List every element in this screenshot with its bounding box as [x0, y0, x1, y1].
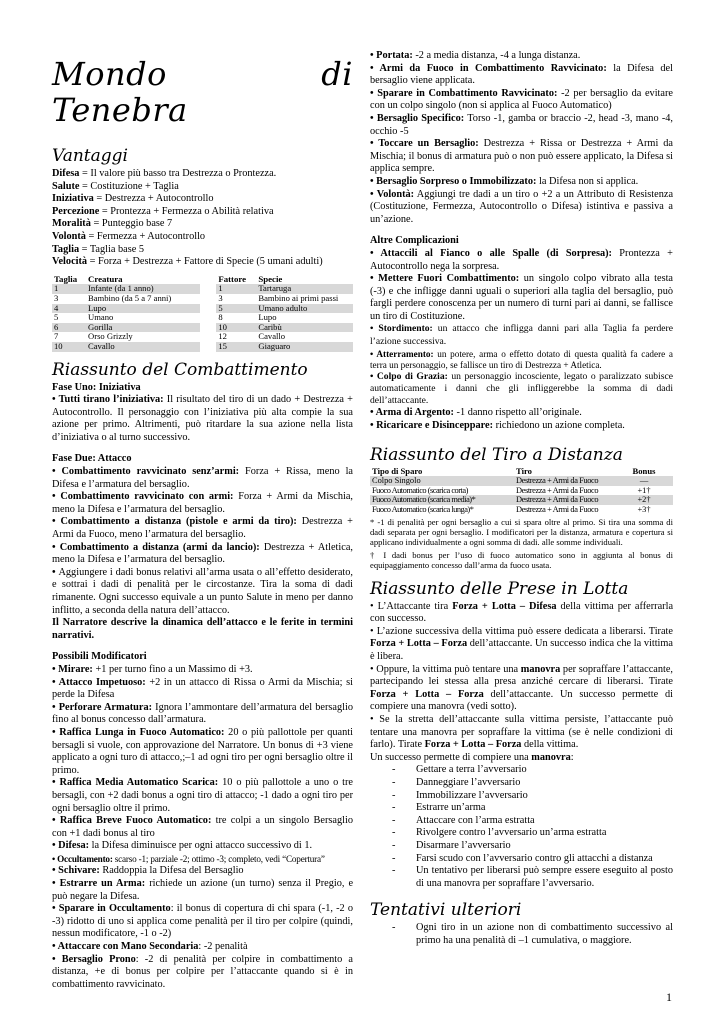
species-cell: 12 [218, 331, 227, 342]
species-cell: Bambino ai primi passi [258, 292, 339, 303]
complication-item: • Arma di Argento: -1 danno rispetto all’originale. [370, 407, 582, 419]
ranged-note: † I dadi bonus per l’uso di fuoco automatico sono in aggiunta al bonus di equipaggiamento concesso dall’arma da fuoco usata. [370, 549, 673, 571]
list-item: - Immobilizzare l’avversario [392, 790, 673, 803]
species-row [216, 342, 353, 352]
ranged-cell: Destrezza + Armi da Fuoco [516, 485, 599, 495]
ranged-cell: +1† [637, 485, 651, 495]
species-cell: 8 [218, 312, 223, 323]
species-row [216, 304, 353, 314]
species-cell: Tartaruga [256, 284, 353, 294]
tentativi-list [370, 922, 673, 947]
ranged-row [370, 486, 673, 496]
species-cell: Umano adulto [256, 304, 353, 314]
modifier-item: • Difesa: la Difesa diminuisce per ogni attacco successivo di 1. [52, 840, 313, 852]
modifier-item: • Sparare in Combattimento Ravvicinato: -2 per bersaglio da evitare con un colpo singolo (non si applica al Fuoco Automatico) [370, 87, 673, 112]
species-cell: Gorilla [86, 323, 200, 333]
modifier-item: • Raffica Lunga in Fuoco Automatico: 20 o più pallottole per quanti bersagli si vuole, con approvazione del Narratore. Un bonus di +3 viene applicato a ogni turo di attacco,;–1 ad ogni tiro per ogni bersaglio oltre il primo. [52, 726, 353, 776]
list-item: - Un tentativo per liberarsi può sempre essere eseguito al posto di una manovra per sopraffare l’avversario. [392, 865, 673, 890]
ranged-cell: — [615, 476, 673, 486]
maneuver-list [370, 764, 673, 890]
ranged-cell: +3† [637, 505, 651, 515]
ranged-cell: Colpo Singolo [370, 476, 514, 486]
complication-item: • Attaccili al Fianco o alle Spalle (di Sorpresa): Prontezza + Autocontrollo nega la sorpresa. [370, 247, 673, 272]
phase2-title: Fase Due: Attacco [52, 453, 132, 465]
species-cell: Lupo [86, 304, 200, 314]
grapple-paragraph: • L’azione successiva della vittima può essere dedicata a liberarsi. Tirate Forza + Lotta – Forza dell’attaccante. Un successo indica che la vittima è libera. [370, 625, 673, 663]
vantaggi-item: Velocità = Forza + Destrezza + Fattore di Specie (5 umani adulti) [52, 256, 323, 268]
list-item: - Ogni tiro in un azione non di combattimento successivo al primo ha una penalità di –1 cumulativa, o maggiore. [392, 922, 673, 947]
modifier-item: • Bersaglio Specifico: Torso -1, gamba or braccio -2, head -3, mano -4, occhio -5 [370, 112, 673, 137]
list-item: - Danneggiare l’avversario [392, 777, 673, 790]
grapple-paragraph: • L’Attaccante tira Forza + Lotta – Difesa della vittima per afferrarla con successo. [370, 600, 674, 625]
narrator-note: Il Narratore descrive la dinamica dell’attacco e le ferite in termini narrativi. [52, 617, 353, 641]
grapple-paragraph: • Se la stretta dell’attaccante sulla vittima persiste, l’attaccante può tentare una manovra per sopraffare la vittima (se è nelle condizioni di farlo). Tirate Forza + Lotta – Forza della vittima. [370, 714, 673, 751]
ranged-row [370, 505, 673, 515]
complication-item: • Ricaricare e Disinceppare: richiedono un azione completa. [370, 420, 625, 432]
species-cell: 1 [216, 284, 256, 294]
modifier-item: • Mirare: +1 per turno fino a un Massimo di +3. [52, 663, 253, 675]
list-item: - Farsi scudo con l’avversario contro gli attacchi a distanza [392, 853, 673, 866]
species-row [52, 313, 200, 323]
species-row [216, 313, 353, 323]
phase1-item: • Tutti tirano l’iniziativa: Il risultato del tiro di un dado + Destrezza + Autocontrollo. Il personaggio con l’iniziativa più alta compie la sua azione per primo. Altrimenti, può ritardare la sua azione nella lista d’iniziativa o al turno successivo. [52, 394, 353, 443]
modifier-item: • Bersaglio Prono: -2 di penalità per colpire in combattimento a distanza, +e di bonus per colpire per l’attaccante quando si è in combattimento ravvicinato. [52, 953, 353, 990]
species-row [52, 294, 200, 304]
phase1-title: Fase Uno: Iniziativa [52, 381, 141, 393]
modifier-item: • Attacco Impetuoso: +2 in un attacco di Rissa o Armi da Mischia; si perde la Difesa [52, 676, 354, 701]
complications-title: Altre Complicazioni [370, 235, 459, 247]
modifier-item: • Armi da Fuoco in Combattimento Ravvicinato: la Difesa del bersaglio viene applicata. [370, 62, 673, 87]
grapple-heading: Riassunto delle Prese in Lotta [370, 578, 629, 599]
species-cell: 3 [54, 292, 59, 303]
modifier-item: • Occultamento: scarso -1; parziale -2; ottimo -3; completo, vedi “Copertura” [52, 853, 325, 864]
species-cell: Cavallo [86, 342, 200, 352]
species-cell: 5 [216, 304, 256, 314]
left-column [52, 48, 353, 991]
modifier-item: • Estrarre un Arma: richiede un azione (un turno) senza il Pregio, e può negare la Difesa. [52, 878, 354, 902]
ranged-cell: Fuoco Automatico (scarica media)* [370, 495, 514, 505]
list-item: - Disarmare l’avversario [392, 840, 673, 853]
modifier-item: • Perforare Armatura: Ignora l’ammontare dell’armatura del bersaglio fino al bonus concesso dall’armatura. [52, 701, 353, 726]
right-column [370, 50, 673, 948]
species-row [52, 332, 200, 342]
list-item: - Gettare a terra l’avversario [392, 764, 673, 777]
page-number: 1 [666, 990, 672, 1004]
vantaggi-list [52, 168, 353, 269]
ranged-row [370, 495, 673, 505]
complication-item: • Mettere Fuori Combattimento: un singolo colpo vibrato alla testa (-3) e che infligge danni uguali o superiori alla taglia del bersaglio, può fargli perdere conoscenza per un numero di turni pari ai danni, se fallisce un tiro di Costituzione. [370, 273, 674, 322]
vantaggi-item: Difesa = Il valore più basso tra Destrezza o Prontezza. [52, 168, 277, 179]
phase2-item: • Combattimento a distanza (armi da lancio): Destrezza + Atletica, meno la Difesa e l’armatura del bersaglio. [52, 541, 353, 566]
vantaggi-heading: Vantaggi [52, 146, 128, 166]
grapple-paragraph: Un successo permette di compiere una manovra: [370, 751, 574, 763]
species-tables [52, 275, 353, 352]
vantaggi-item: Iniziativa = Destrezza + Autocontrollo [52, 193, 214, 205]
species-cell: 6 [52, 323, 86, 333]
vantaggi-item: Salute = Costituzione + Taglia [52, 180, 179, 192]
species-row [52, 342, 200, 352]
modifier-item: • Sparare in Occultamento: il bonus di copertura di chi spara (-1, -2 o -3) ridotto di uno si applica come penalità per il tiro per colpire (quindi, nessun modificatore, -1 o -2) [52, 903, 353, 940]
species-row [52, 304, 200, 314]
modifier-item: • Toccare un Bersaglio: Destrezza + Rissa or Destrezza + Armi da Mischia; il bonus di armatura può o non può essere applicato, la Difesa si applica sempre. [370, 138, 673, 175]
list-item: - Attaccare con l’arma estratta [392, 815, 673, 828]
complication-item: • Colpo di Grazia: un personaggio incosciente, legato o paralizzato subisce automaticamente i danni che gli infliggerebbe la somma di dadi dell’attaccante. [370, 371, 673, 407]
ranged-cell: +2† [615, 495, 673, 505]
modifier-item: • Attaccare con Mano Secondaria: -2 penalità [52, 941, 248, 953]
grapple-paragraph: • Oppure, la vittima può tentare una manovra per sopraffare l’attaccante, partecipando lei stessa alla presa anziché cercare di liberarsi. Tirate Forza + Lotta – Forza dell’attaccante. Un successo permette di compiere una manovra (vedi sotto). [370, 663, 674, 713]
species-cell: Caribù [256, 323, 353, 333]
modifiers-title: Possibili Modificatori [52, 651, 147, 663]
species-cell: Giaguaro [256, 342, 353, 352]
vantaggi-item: Volontà = Fermezza + Autocontrollo [52, 230, 206, 242]
combat-heading: Riassunto del Combattimento [52, 359, 308, 380]
list-item: - Rivolgere contro l’avversario un’arma estratta [392, 827, 673, 840]
complication-item: • Stordimento: un attacco che infligga danni pari alla Taglia fa perdere l’azione successiva. [370, 323, 673, 348]
vantaggi-item: Percezione = Prontezza + Fermezza o Abilità relativa [52, 205, 274, 217]
phase2-item: • Combattimento ravvicinato con armi: Forza + Armi da Mischia, meno la Difesa e l’armatura del bersaglio. [52, 491, 353, 515]
ranged-cell: Destrezza + Armi da Fuoco [516, 505, 599, 515]
ranged-heading: Riassunto del Tiro a Distanza [370, 444, 623, 465]
species-cell: Bambino (da 5 a 7 anni) [88, 292, 172, 303]
species-cell: 10 [216, 323, 256, 333]
species-cell: 3 [218, 292, 223, 303]
page-title: Mondo di Tenebra [52, 55, 353, 129]
vantaggi-item: Taglia = Taglia base 5 [52, 243, 145, 255]
species-cell: 1 [52, 284, 86, 294]
ranged-row [370, 476, 673, 486]
ranged-table: Tipo di Sparo Tiro Bonus Colpo Singolo Destrezza + Armi da Fuoco — Fuoco Automatico (scarica corta) Destrezza + Armi da Fuoco +1† Fuoco Automatico (scarica media)* Destrezza + Armi da Fuoco +2† Fuoco Automatico (scarica lunga)* Destrezza + Armi da Fuoco +3† [370, 467, 673, 515]
ranged-cell: Fuoco Automatico (scarica lunga)* [372, 505, 474, 515]
modifier-item: • Schivare: Raddoppia la Difesa del Bersaglio [52, 865, 244, 877]
list-item: - Estrarre un’arma [392, 802, 673, 815]
size-table: Taglia Creatura 1 Infante (da 1 anno) 3 Bambino (da 5 a 7 anni) 4 Lupo 5 Umano 6 Gorilla 7 Orso Grizzly 10 Cavallo [52, 275, 200, 352]
complication-item: • Atterramento: un potere, arma o effetto dotato di questa qualità fa cadere a terra un personaggio, se fallisce un tiro di Destrezza + Atletica. [370, 348, 674, 371]
species-cell: 15 [216, 342, 256, 352]
species-cell: 5 [54, 312, 59, 323]
modifier-item: • Portata: -2 a media distanza, -4 a lunga distanza. [370, 50, 581, 61]
ranged-note: * -1 di penalità per ogni bersaglio a cui si spara oltre al primo. Si tira una somma di dadi separata per ogni bersaglio. I modificatori per la distanza, armatura e copertura si applicano individualmente a ogni somma di dadi. alle somme individuali. [370, 516, 673, 548]
species-cell: Cavallo [258, 331, 286, 342]
ranged-cell: Destrezza + Armi da Fuoco [514, 495, 615, 505]
ranged-cell: Fuoco Automatico (scarica corta) [372, 485, 468, 495]
species-cell: 7 [54, 331, 59, 342]
species-cell: Lupo [258, 312, 277, 323]
modifier-item: • Raffica Media Automatico Scarica: 10 o più pallottole a uno o tre bersagli, con +2 dadi bonus a ogni tiro di attacco; -1 dado a ogni tiro per ogni bersaglio oltre il primo. [52, 777, 353, 814]
modifier-item: • Raffica Breve Fuoco Automatico: tre colpi a un singolo Bersaglio con +1 dadi bonus al tiro [52, 815, 353, 839]
species-cell: 4 [52, 304, 86, 314]
vantaggi-item: Moralità = Punteggio base 7 [52, 218, 173, 230]
species-cell: 10 [52, 342, 86, 352]
modifier-item: • Bersaglio Sorpreso o Immobilizzato: la Difesa non si applica. [370, 175, 639, 187]
species-cell: Umano [88, 312, 114, 323]
species-cell: Infante (da 1 anno) [86, 284, 200, 294]
species-cell: Orso Grizzly [88, 331, 133, 342]
ranged-cell: Destrezza + Armi da Fuoco [514, 476, 615, 486]
phase2-item: • Combattimento a distanza (pistole e armi da tiro): Destrezza + Armi da Fuoco, meno l’armatura del bersaglio. [52, 516, 353, 541]
phase2-item: • Combattimento ravvicinato senz’armi: Forza + Rissa, meno la Difesa e l’armatura del bersaglio. [52, 466, 353, 490]
tentativi-heading: Tentativi ulteriori [370, 900, 522, 921]
phase2-item: • Aggiungere i dadi bonus relativi all’arma usata o all’effetto desiderato, e sottrai i dadi di penalità per le circostanze. Tira la soma di dadi rimanente. Ogni successo equivale a un punto Salute in meno per danno inflitto, a seconda della natura dell’attacco. [52, 566, 353, 616]
species-factor-table: Fattore Specie 1 Tartaruga 3 Bambino ai primi passi 5 Umano adulto 8 Lupo 10 Caribù 12 Cavallo 15 Giaguaro [216, 275, 353, 352]
modifier-item: • Volontà: Aggiungi tre dadi a un tiro o +2 a un Attributo di Resistenza (Costituzione, Fermezza, Autocontrollo o Difesa) istintiva e passiva a un’azione. [370, 188, 674, 225]
